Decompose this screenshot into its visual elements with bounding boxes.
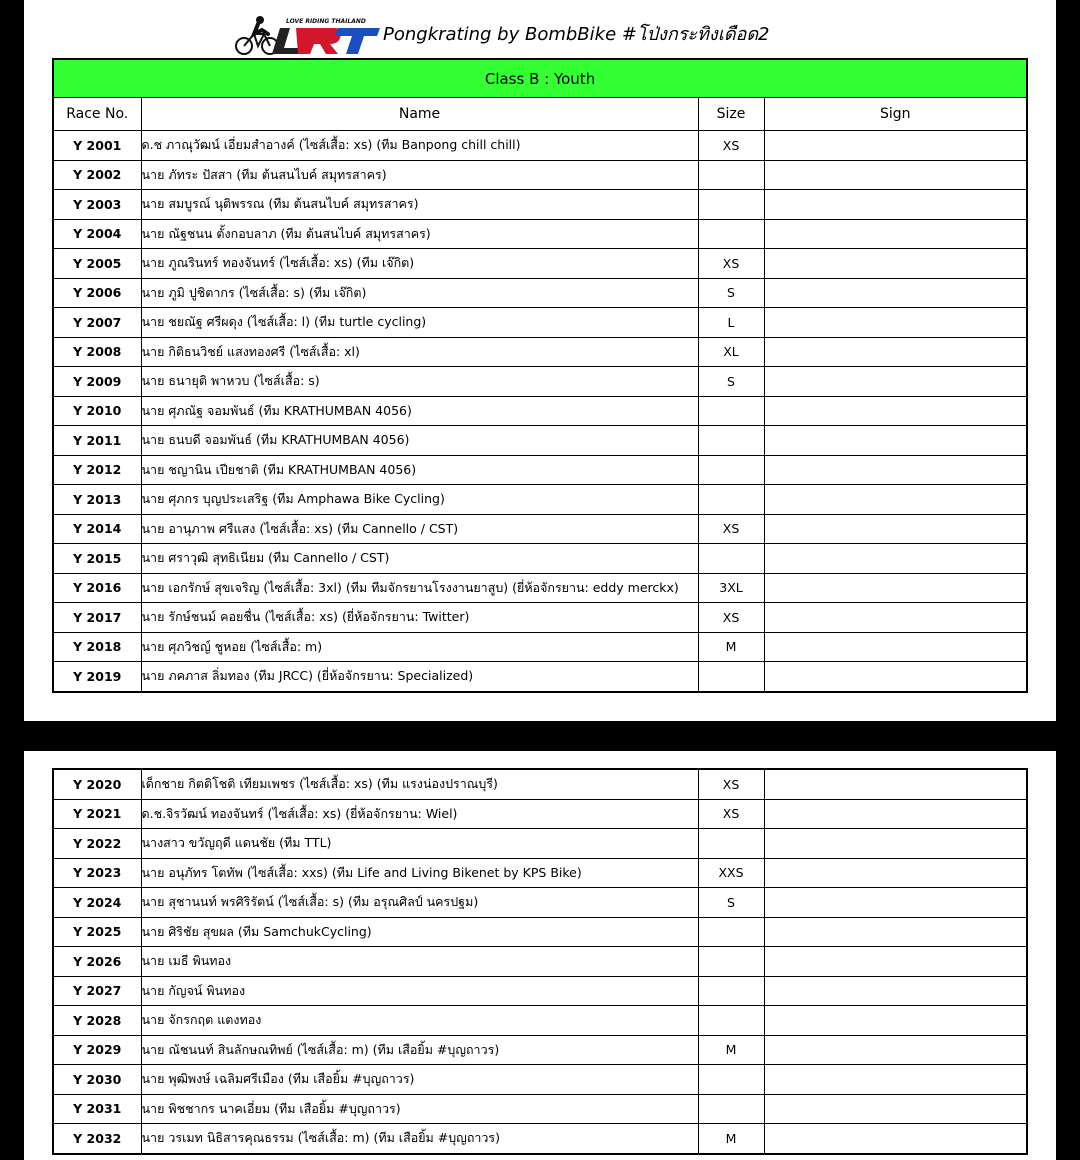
- shirt-size: S: [698, 278, 764, 308]
- signature-cell: [764, 632, 1027, 662]
- shirt-size: [698, 1065, 764, 1095]
- signature-cell: [764, 190, 1027, 220]
- race-number: Y 2032: [53, 1124, 141, 1154]
- shirt-size: [698, 976, 764, 1006]
- race-number: Y 2024: [53, 888, 141, 918]
- entries-table-page-1: [52, 58, 1028, 693]
- table-row: [53, 976, 1027, 1006]
- race-number: Y 2026: [53, 947, 141, 977]
- signature-cell: [764, 544, 1027, 574]
- document-page-1: [24, 0, 1056, 721]
- table-row: [53, 769, 1027, 799]
- shirt-size: [698, 219, 764, 249]
- race-number: Y 2019: [53, 662, 141, 692]
- document-page-2: [24, 751, 1056, 1160]
- signature-cell: [764, 858, 1027, 888]
- shirt-size: [698, 426, 764, 456]
- shirt-size: XL: [698, 337, 764, 367]
- rider-name: นาย ภูมิ ปูชิตากร (ไซส์เสื้อ: s) (ทีม เจ๊กิต): [141, 278, 698, 308]
- shirt-size: XS: [698, 769, 764, 799]
- document-header: [24, 0, 1056, 58]
- signature-cell: [764, 160, 1027, 190]
- rider-name: นาย กิติธนวิชย์ แสงทองศรี (ไซส์เสื้อ: xl): [141, 337, 698, 367]
- rider-name: นาย ชญานิน เปียชาติ (ทีม KRATHUMBAN 4056): [141, 455, 698, 485]
- rider-name: นาย ชยณัฐ ศรีผดุง (ไซส์เสื้อ: l) (ทีม turtle cycling): [141, 308, 698, 338]
- table-row: [53, 514, 1027, 544]
- shirt-size: [698, 1006, 764, 1036]
- shirt-size: M: [698, 632, 764, 662]
- shirt-size: [698, 947, 764, 977]
- page-title: Pongkrating by BombBike #โป่งกระทิงเดือด2: [383, 24, 770, 45]
- rider-name: นาย ณัชนนท์ สินลักษณทิพย์ (ไซส์เสื้อ: m) (ทีม เสือยิ้ม #บุญถาวร): [141, 1035, 698, 1065]
- race-number: Y 2008: [53, 337, 141, 367]
- rider-name: ด.ช ภาณุวัฒน์ เอี่ยมสำอางค์ (ไซส์เสื้อ: xs) (ทีม Banpong chill chill): [141, 131, 698, 161]
- rider-name: นาย สุชานนท์ พรศิริรัตน์ (ไซส์เสื้อ: s) (ทีม อรุณศิลป์ นครปฐม): [141, 888, 698, 918]
- rider-name: ด.ช.จิรวัฒน์ ทองจันทร์ (ไซส์เสื้อ: xs) (ยี่ห้อจักรยาน: Wiel): [141, 799, 698, 829]
- signature-cell: [764, 485, 1027, 515]
- signature-cell: [764, 249, 1027, 279]
- shirt-size: M: [698, 1124, 764, 1154]
- table-row: [53, 1065, 1027, 1095]
- shirt-size: XS: [698, 603, 764, 633]
- race-number: Y 2006: [53, 278, 141, 308]
- table-row: [53, 829, 1027, 859]
- table-row: [53, 219, 1027, 249]
- table-row: [53, 1035, 1027, 1065]
- rider-name: นาย พุฒิพงษ์ เฉลิมศรีเมือง (ทีม เสือยิ้ม #บุญถาวร): [141, 1065, 698, 1095]
- signature-cell: [764, 308, 1027, 338]
- shirt-size: [698, 455, 764, 485]
- rider-name: นาย ธนายุติ พาหวบ (ไซส์เสื้อ: s): [141, 367, 698, 397]
- table-row: [53, 1124, 1027, 1154]
- table-row: [53, 603, 1027, 633]
- rider-name: นาย ศิริชัย สุขผล (ทีม SamchukCycling): [141, 917, 698, 947]
- table-row: [53, 573, 1027, 603]
- rider-name: นาย พิชชากร นาคเอี่ยม (ทีม เสือยิ้ม #บุญถาวร): [141, 1094, 698, 1124]
- shirt-size: [698, 544, 764, 574]
- race-number: Y 2001: [53, 131, 141, 161]
- signature-cell: [764, 573, 1027, 603]
- table-row: [53, 858, 1027, 888]
- signature-cell: [764, 367, 1027, 397]
- rider-name: นาย จักรกฤต แตงทอง: [141, 1006, 698, 1036]
- table-row: [53, 947, 1027, 977]
- race-number: Y 2016: [53, 573, 141, 603]
- signature-cell: [764, 888, 1027, 918]
- entries-table-page-2: [52, 768, 1028, 1155]
- signature-cell: [764, 1094, 1027, 1124]
- rider-name: นาย รักษ์ชนม์ คอยชื่น (ไซส์เสื้อ: xs) (ยี่ห้อจักรยาน: Twitter): [141, 603, 698, 633]
- race-number: Y 2002: [53, 160, 141, 190]
- logo-tagline: LOVE RIDING THAILAND: [286, 18, 366, 25]
- rider-name: นาย ศุภณัฐ จอมพันธ์ (ทีม KRATHUMBAN 4056): [141, 396, 698, 426]
- signature-cell: [764, 455, 1027, 485]
- race-number: Y 2023: [53, 858, 141, 888]
- shirt-size: [698, 396, 764, 426]
- race-number: Y 2009: [53, 367, 141, 397]
- race-number: Y 2018: [53, 632, 141, 662]
- signature-cell: [764, 426, 1027, 456]
- race-number: Y 2012: [53, 455, 141, 485]
- race-number: Y 2030: [53, 1065, 141, 1095]
- signature-cell: [764, 947, 1027, 977]
- race-number: Y 2004: [53, 219, 141, 249]
- table-row: [53, 632, 1027, 662]
- rider-name: นาย ภูณรินทร์ ทองจันทร์ (ไซส์เสื้อ: xs) (ทีม เจ๊กิต): [141, 249, 698, 279]
- table-row: [53, 131, 1027, 161]
- rider-name: เด็กชาย กิตติโชติ เทียมเพชร (ไซส์เสื้อ: xs) (ทีม แรงน่องปราณบุรี): [141, 769, 698, 799]
- rider-name: นาย ศุภกร บุญประเสริฐ (ทีม Amphawa Bike Cycling): [141, 485, 698, 515]
- shirt-size: [698, 917, 764, 947]
- race-number: Y 2013: [53, 485, 141, 515]
- race-number: Y 2031: [53, 1094, 141, 1124]
- signature-cell: [764, 1035, 1027, 1065]
- rider-name: นาย ศุภวิชญ์ ชูหอย (ไซส์เสื้อ: m): [141, 632, 698, 662]
- table-row: [53, 1006, 1027, 1036]
- signature-cell: [764, 662, 1027, 692]
- table-row: [53, 308, 1027, 338]
- table-row: [53, 278, 1027, 308]
- signature-cell: [764, 514, 1027, 544]
- race-number: Y 2022: [53, 829, 141, 859]
- column-header-name: Name: [141, 98, 698, 131]
- rider-name: นาย ศราวุฒิ สุทธิเนียม (ทีม Cannello / CST): [141, 544, 698, 574]
- signature-cell: [764, 829, 1027, 859]
- signature-cell: [764, 1065, 1027, 1095]
- table-row: [53, 1094, 1027, 1124]
- lrt-cyclist-logo: [234, 14, 380, 56]
- column-header-sign: Sign: [764, 98, 1027, 131]
- race-number: Y 2020: [53, 769, 141, 799]
- table-row: [53, 455, 1027, 485]
- rider-name: นาย กัญจน์ พินทอง: [141, 976, 698, 1006]
- column-header-size: Size: [698, 98, 764, 131]
- rider-name: นาย เอกรักษ์ สุขเจริญ (ไซส์เสื้อ: 3xl) (ทีม ทีมจักรยานโรงงานยาสูบ) (ยี่ห้อจักรยาน: eddy merckx): [141, 573, 698, 603]
- rider-name: นาย อานุภาพ ศรีแสง (ไซส์เสื้อ: xs) (ทีม Cannello / CST): [141, 514, 698, 544]
- race-number: Y 2021: [53, 799, 141, 829]
- signature-cell: [764, 131, 1027, 161]
- race-number: Y 2028: [53, 1006, 141, 1036]
- race-number: Y 2010: [53, 396, 141, 426]
- table-row: [53, 888, 1027, 918]
- table-row: [53, 367, 1027, 397]
- table-row: [53, 544, 1027, 574]
- shirt-size: S: [698, 888, 764, 918]
- rider-name: นางสาว ขวัญฤดี แดนชัย (ทีม TTL): [141, 829, 698, 859]
- shirt-size: XS: [698, 514, 764, 544]
- shirt-size: XXS: [698, 858, 764, 888]
- table-row: [53, 662, 1027, 692]
- shirt-size: S: [698, 367, 764, 397]
- shirt-size: M: [698, 1035, 764, 1065]
- shirt-size: XS: [698, 131, 764, 161]
- race-number: Y 2003: [53, 190, 141, 220]
- class-title: Class B : Youth: [53, 59, 1027, 98]
- race-number: Y 2015: [53, 544, 141, 574]
- shirt-size: [698, 829, 764, 859]
- signature-cell: [764, 396, 1027, 426]
- table-row: [53, 426, 1027, 456]
- rider-name: นาย ณัฐชนน ตั้งกอบลาภ (ทีม ต้นสนไบค์ สมุทรสาคร): [141, 219, 698, 249]
- shirt-size: XS: [698, 249, 764, 279]
- signature-cell: [764, 603, 1027, 633]
- race-number: Y 2017: [53, 603, 141, 633]
- table-row: [53, 917, 1027, 947]
- race-number: Y 2027: [53, 976, 141, 1006]
- table-row: [53, 337, 1027, 367]
- shirt-size: [698, 485, 764, 515]
- signature-cell: [764, 769, 1027, 799]
- shirt-size: [698, 662, 764, 692]
- signature-cell: [764, 219, 1027, 249]
- signature-cell: [764, 799, 1027, 829]
- signature-cell: [764, 917, 1027, 947]
- signature-cell: [764, 337, 1027, 367]
- column-header-race-no: Race No.: [53, 98, 141, 131]
- rider-name: นาย เมธี พินทอง: [141, 947, 698, 977]
- table-row: [53, 249, 1027, 279]
- race-number: Y 2014: [53, 514, 141, 544]
- rider-name: นาย วรเมท นิธิสารคุณธรรม (ไซส์เสื้อ: m) (ทีม เสือยิ้ม #บุญถาวร): [141, 1124, 698, 1154]
- shirt-size: XS: [698, 799, 764, 829]
- shirt-size: [698, 1094, 764, 1124]
- table-row: [53, 485, 1027, 515]
- signature-cell: [764, 1124, 1027, 1154]
- signature-cell: [764, 278, 1027, 308]
- rider-name: นาย ภคภาส ลิ่มทอง (ทีม JRCC) (ยี่ห้อจักรยาน: Specialized): [141, 662, 698, 692]
- race-number: Y 2005: [53, 249, 141, 279]
- table-row: [53, 396, 1027, 426]
- shirt-size: [698, 190, 764, 220]
- rider-name: นาย ธนบดี จอมพันธ์ (ทีม KRATHUMBAN 4056): [141, 426, 698, 456]
- race-number: Y 2025: [53, 917, 141, 947]
- rider-name: นาย สมบูรณ์ นุติพรรณ (ทีม ต้นสนไบค์ สมุทรสาคร): [141, 190, 698, 220]
- rider-name: นาย ภัทระ ปัสสา (ทีม ต้นสนไบค์ สมุทรสาคร): [141, 160, 698, 190]
- rider-name: นาย อนุภัทร โตทัพ (ไซส์เสื้อ: xxs) (ทีม Life and Living Bikenet by KPS Bike): [141, 858, 698, 888]
- shirt-size: 3XL: [698, 573, 764, 603]
- table-row: [53, 799, 1027, 829]
- race-number: Y 2029: [53, 1035, 141, 1065]
- race-number: Y 2007: [53, 308, 141, 338]
- signature-cell: [764, 1006, 1027, 1036]
- shirt-size: [698, 160, 764, 190]
- signature-cell: [764, 976, 1027, 1006]
- race-number: Y 2011: [53, 426, 141, 456]
- table-row: [53, 160, 1027, 190]
- table-row: [53, 190, 1027, 220]
- shirt-size: L: [698, 308, 764, 338]
